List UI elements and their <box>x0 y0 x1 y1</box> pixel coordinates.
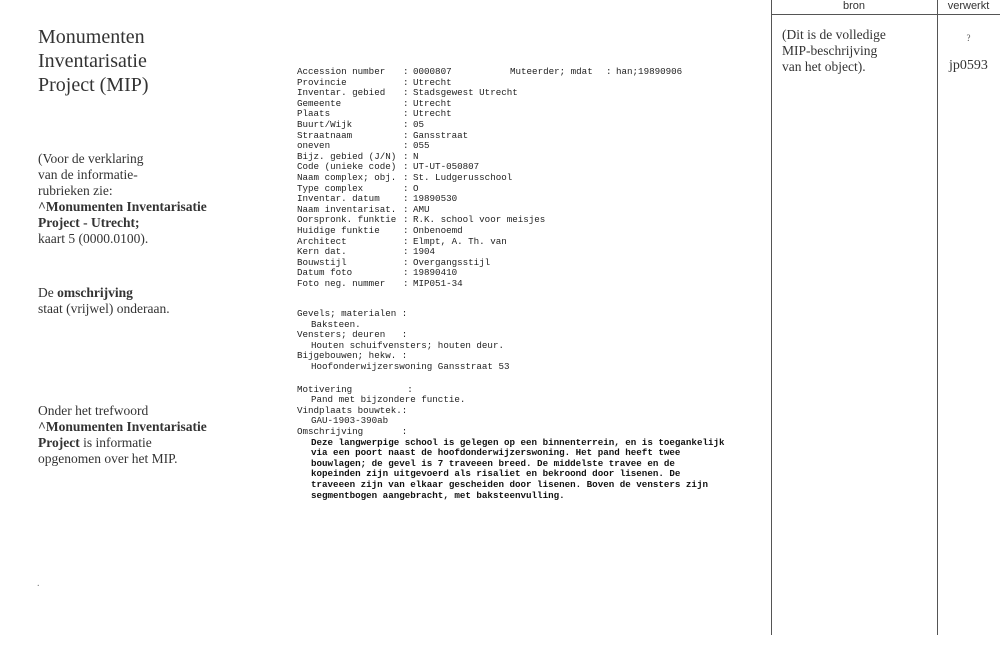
bron-line-1: (Dit is de volledige <box>782 27 886 42</box>
field-label: Inventar. datum <box>297 193 380 205</box>
description-location-note <box>38 285 263 317</box>
field-separator: : <box>403 246 409 258</box>
field-label: Gemeente <box>297 97 342 109</box>
field-separator: : <box>403 193 409 205</box>
field-separator: : <box>403 150 409 162</box>
field-value: AMU <box>413 203 430 215</box>
field-label: Datum foto <box>297 267 353 279</box>
title-line-1: Monumenten <box>38 26 145 48</box>
vensters-label: Vensters; deuren : <box>297 329 408 341</box>
note2-line2: staat (vrijwel) onderaan. <box>38 301 170 316</box>
field-separator: : <box>403 256 409 268</box>
bijgebouwen-label: Bijgebouwen; hekw. : <box>297 350 408 362</box>
gevels-label: Gevels; materialen : <box>297 308 408 319</box>
field-value: MIP051-34 <box>413 277 463 289</box>
field-separator: : <box>403 140 409 152</box>
note1-line4: kaart 5 (0000.0100). <box>38 231 149 246</box>
note2-bold: omschrijving <box>57 285 133 300</box>
field-separator: : <box>403 161 409 173</box>
omschrijving-line-1: Deze langwerpige school is gelegen op een binnenterrein, en is toegankelijk <box>311 436 725 448</box>
note2-pre: De <box>38 285 58 300</box>
motivering-value: Pand met bijzondere functie. <box>311 394 466 406</box>
field-value: 19890530 <box>413 193 458 205</box>
field-label: oneven <box>297 140 331 152</box>
explanation-note <box>38 151 263 247</box>
mutator-separator: : <box>606 66 612 77</box>
note3-ref-bold2[interactable]: Project <box>38 435 80 450</box>
field-separator: : <box>403 203 409 215</box>
field-label: Naam inventarisat. <box>297 203 397 215</box>
field-separator: : <box>403 171 409 183</box>
field-label: Naam complex; obj. <box>297 171 397 183</box>
bron-note <box>782 27 932 75</box>
field-label: Foto neg. nummer <box>297 277 386 289</box>
vindplaats-label: Vindplaats bouwtek.: <box>297 404 408 416</box>
field-separator: : <box>403 224 409 236</box>
note2-line1 <box>38 285 263 301</box>
field-value: O <box>413 182 419 194</box>
field-value: 05 <box>413 118 425 130</box>
field-label: Straatnaam <box>297 129 353 141</box>
title-line-3: Project (MIP) <box>38 74 149 96</box>
field-value: Stadsgewest Utrecht <box>413 87 518 99</box>
record-description <box>297 309 767 501</box>
note3-ref-bold1[interactable]: ^Monumenten Inventarisatie <box>38 419 207 434</box>
field-label: Provincie <box>297 76 347 88</box>
field-value: N <box>413 150 419 162</box>
field-value: Utrecht <box>413 97 452 109</box>
field-value: Overgangsstijl <box>413 256 491 268</box>
field-value: 055 <box>413 140 430 152</box>
field-label: Architect <box>297 235 347 247</box>
field-separator: : <box>403 76 409 88</box>
column-header-bron: bron <box>842 0 866 12</box>
verwerkt-code: jp0593 <box>949 58 988 73</box>
field-separator: : <box>403 235 409 247</box>
mutator-value: han;19890906 <box>616 66 683 77</box>
field-value: Utrecht <box>413 76 452 88</box>
bron-line-2: MIP-beschrijving <box>782 43 878 58</box>
field-value: Elmpt, A. Th. van <box>413 235 507 247</box>
field-separator: : <box>403 267 409 279</box>
field-label: Bijz. gebied (J/N) <box>297 150 397 162</box>
bron-column-divider <box>771 0 772 635</box>
omschrijving-text <box>297 438 761 502</box>
field-label: Type complex <box>297 182 364 194</box>
page-title <box>38 25 258 97</box>
omschrijving-line-6: segmentbogen aangebracht, met baksteenvulling. <box>311 489 565 501</box>
field-value: 1904 <box>413 246 436 258</box>
field-value: 0000807 <box>413 66 452 77</box>
gevels-value: Baksteen. <box>311 318 361 330</box>
note1-line2: van de informatie- <box>38 167 138 182</box>
column-header-verwerkt: verwerkt <box>947 0 990 12</box>
note3-line3 <box>38 435 263 451</box>
note1-line3: rubrieken zie: <box>38 183 113 198</box>
field-separator: : <box>403 118 409 130</box>
field-label: Inventar. gebied <box>297 87 386 99</box>
note3-line1: Onder het trefwoord <box>38 403 149 418</box>
keyword-note <box>38 403 263 467</box>
note3-line4: opgenomen over het MIP. <box>38 451 178 466</box>
field-value: Onbenoemd <box>413 224 463 236</box>
field-separator: : <box>403 108 409 120</box>
field-label: Plaats <box>297 108 331 120</box>
field-value: Utrecht <box>413 108 452 120</box>
field-label: Kern dat. <box>297 246 347 258</box>
field-separator: : <box>403 182 409 194</box>
field-label: Oorspronk. funktie <box>297 214 397 226</box>
field-separator: : <box>403 277 409 289</box>
header-underline <box>771 14 1000 15</box>
field-label: Bouwstijl <box>297 256 347 268</box>
note1-line1: (Voor de verklaring <box>38 151 144 166</box>
omschrijving-line-3: bouwlagen; de gevel is 7 traveeen breed. De middelste travee en de <box>311 457 675 469</box>
field-separator: : <box>403 129 409 141</box>
verwerkt-column-divider <box>937 0 938 635</box>
motivering-label: Motivering : <box>297 383 413 395</box>
field-separator: : <box>403 97 409 109</box>
omschrijving-line-4: kopeinden zijn uitgevoerd als risaliet en bekroond door lisenen. De <box>311 468 681 480</box>
omschrijving-line-5: traveeen zijn van elkaar gescheiden door lisenen. Boven de vensters zijn <box>311 478 708 490</box>
omschrijving-label: Omschrijving : <box>297 425 408 437</box>
bijgebouwen-value: Hoofonderwijzerswoning Gansstraat 53 <box>311 360 510 372</box>
mutator-label: Muteerder; mdat <box>510 66 593 77</box>
field-value: St. Ludgerusschool <box>413 171 513 183</box>
vindplaats-value: GAU-1903-390ab <box>311 415 389 427</box>
note1-ref-bold1[interactable]: ^Monumenten Inventarisatie <box>38 199 207 214</box>
bron-line-3: van het object). <box>782 59 866 74</box>
note3-post: is informatie <box>79 435 152 450</box>
vensters-value: Houten schuifvensters; houten deur. <box>311 339 504 351</box>
note1-ref-bold2[interactable]: Project - Utrecht; <box>38 215 140 230</box>
field-label: Buurt/Wijk <box>297 118 353 130</box>
verwerkt-mark: ? <box>966 33 971 43</box>
field-value: Gansstraat <box>413 129 469 141</box>
omschrijving-line-2: via een poort naast de hoofdonderwijzerswoning. Het pand heeft twee <box>311 447 681 459</box>
field-label: Accession number <box>297 66 386 77</box>
stray-dot: . <box>37 578 40 589</box>
field-separator: : <box>403 214 409 226</box>
field-separator: : <box>403 66 409 77</box>
field-value: UT-UT-050807 <box>413 161 480 173</box>
title-line-2: Inventarisatie <box>38 50 147 72</box>
field-value: 19890410 <box>413 267 458 279</box>
field-label: Code (unieke code) <box>297 161 397 173</box>
field-value: R.K. school voor meisjes <box>413 214 546 226</box>
field-label: Huidige funktie <box>297 224 380 236</box>
field-separator: : <box>403 87 409 99</box>
